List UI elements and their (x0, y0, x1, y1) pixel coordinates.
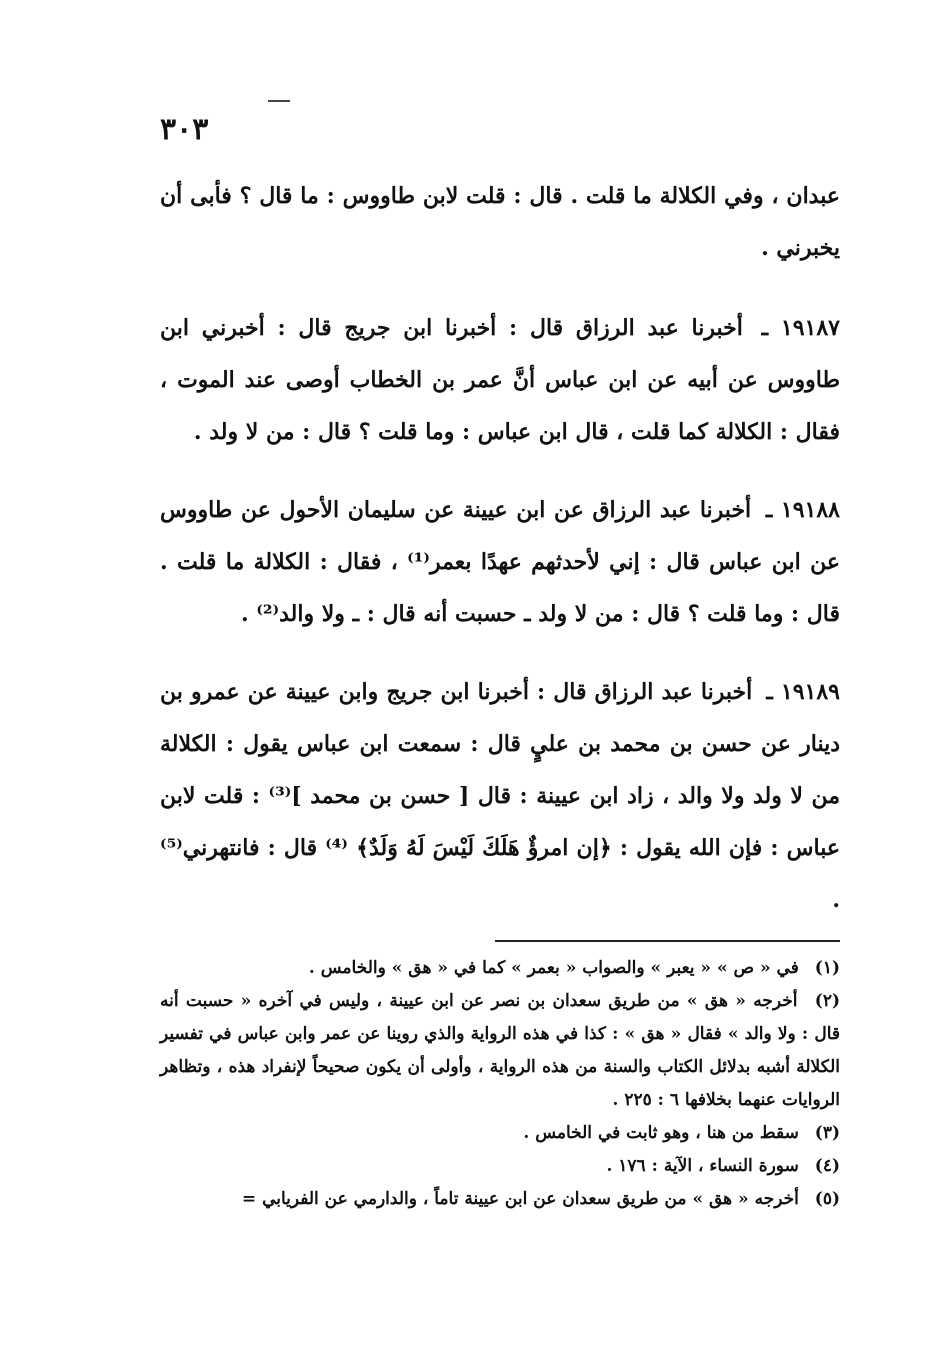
footnote (160, 985, 840, 1117)
footnote-text: أخرجه « هق » من طريق سعدان عن ابن عيينة تاماً ، والدارمي عن الفريابي = (241, 1189, 799, 1209)
footnote-number: (٢) (814, 991, 840, 1011)
hadith-paragraph (160, 484, 840, 640)
scan-artifact (268, 100, 290, 102)
hadith-paragraph (160, 666, 840, 926)
footnote-text: سورة النساء ، الآية : ١٧٦ . (606, 1156, 799, 1176)
footnote (160, 1183, 840, 1216)
footnote (160, 1150, 840, 1183)
footnote-text: سقط من هنا ، وهو ثابت في الخامس . (523, 1123, 799, 1143)
hadith-number: ١٩١٨٧ ـ (761, 315, 840, 341)
footnote-number: (٣) (814, 1123, 840, 1143)
main-text (160, 170, 840, 952)
hadith-number: ١٩١٨٨ ـ (765, 497, 840, 523)
paragraph-text: عبدان ، وفي الكلالة ما قلت . قال : قلت لابن طاووس : ما قال ؟ فأبى أن يخبرني . (160, 183, 840, 261)
footnotes (160, 952, 840, 1216)
paragraph-text: أخبرنا عبد الرزاق عن ابن عيينة عن سليمان الأحول عن طاووس عن ابن عباس قال : إني لأحدثهم عهدًا بعمر⁽¹⁾ ، فقال : الكلالة ما قلت . قال : وما قلت ؟ قال : من لا ولد ـ حسبت أنه قال : ـ ولا والد⁽²⁾ . (160, 497, 840, 627)
footnote-text: في « ص » « يعبر » والصواب « بعمر » كما في « هق » والخامس . (308, 958, 799, 978)
paragraph-text: أخبرنا عبد الرزاق قال : أخبرنا ابن جريج قال : أخبرني ابن طاووس عن أبيه عن ابن عباس أنَّ عمر بن الخطاب أوصى عند الموت ، فقال : الكلالة كما قلت ، قال ابن عباس : وما قلت ؟ قال : من لا ولد . (160, 315, 840, 445)
hadith-number: ١٩١٨٩ ـ (766, 679, 840, 705)
page-number: ٣٠٣ (160, 112, 209, 147)
footnote-text: أخرجه « هق » من طريق سعدان بن نصر عن ابن عيينة ، وليس في آخره « حسبت أنه قال : ولا والد » فقال « هق » : كذا في هذه الرواية والذي روينا عن عمر وابن عباس في تفسير الكلالة أشبه بدلائل الكتاب والسنة من هذه الرواية ، وأولى أن يكون صحيحاً لإنفراد هذه ، وتظاهر الروايات عنهما بخلافها ٦ : ٢٢٥ . (160, 991, 840, 1110)
footnote (160, 1117, 840, 1150)
paragraph-text: أخبرنا عبد الرزاق قال : أخبرنا ابن جريج وابن عيينة عن عمرو بن دينار عن حسن بن محمد بن عليٍ قال : سمعت ابن عباس يقول : الكلالة من لا ولد ولا والد ، زاد ابن عيينة : قال [ حسن بن محمد ]⁽³⁾ : قلت لابن عباس : فإن الله يقول : ﴿إن امرؤٌ هَلَكَ لَيْسَ لَهُ وَلَدٌ﴾ ⁽⁴⁾ قال : فانتهرني⁽⁵⁾ . (160, 679, 840, 913)
hadith-paragraph (160, 302, 840, 458)
footnote-number: (١) (814, 958, 840, 978)
footnote-number: (٤) (814, 1156, 840, 1176)
footnote (160, 952, 840, 985)
paragraph (160, 170, 840, 274)
footnote-divider (495, 940, 840, 942)
footnote-number: (٥) (814, 1189, 840, 1209)
